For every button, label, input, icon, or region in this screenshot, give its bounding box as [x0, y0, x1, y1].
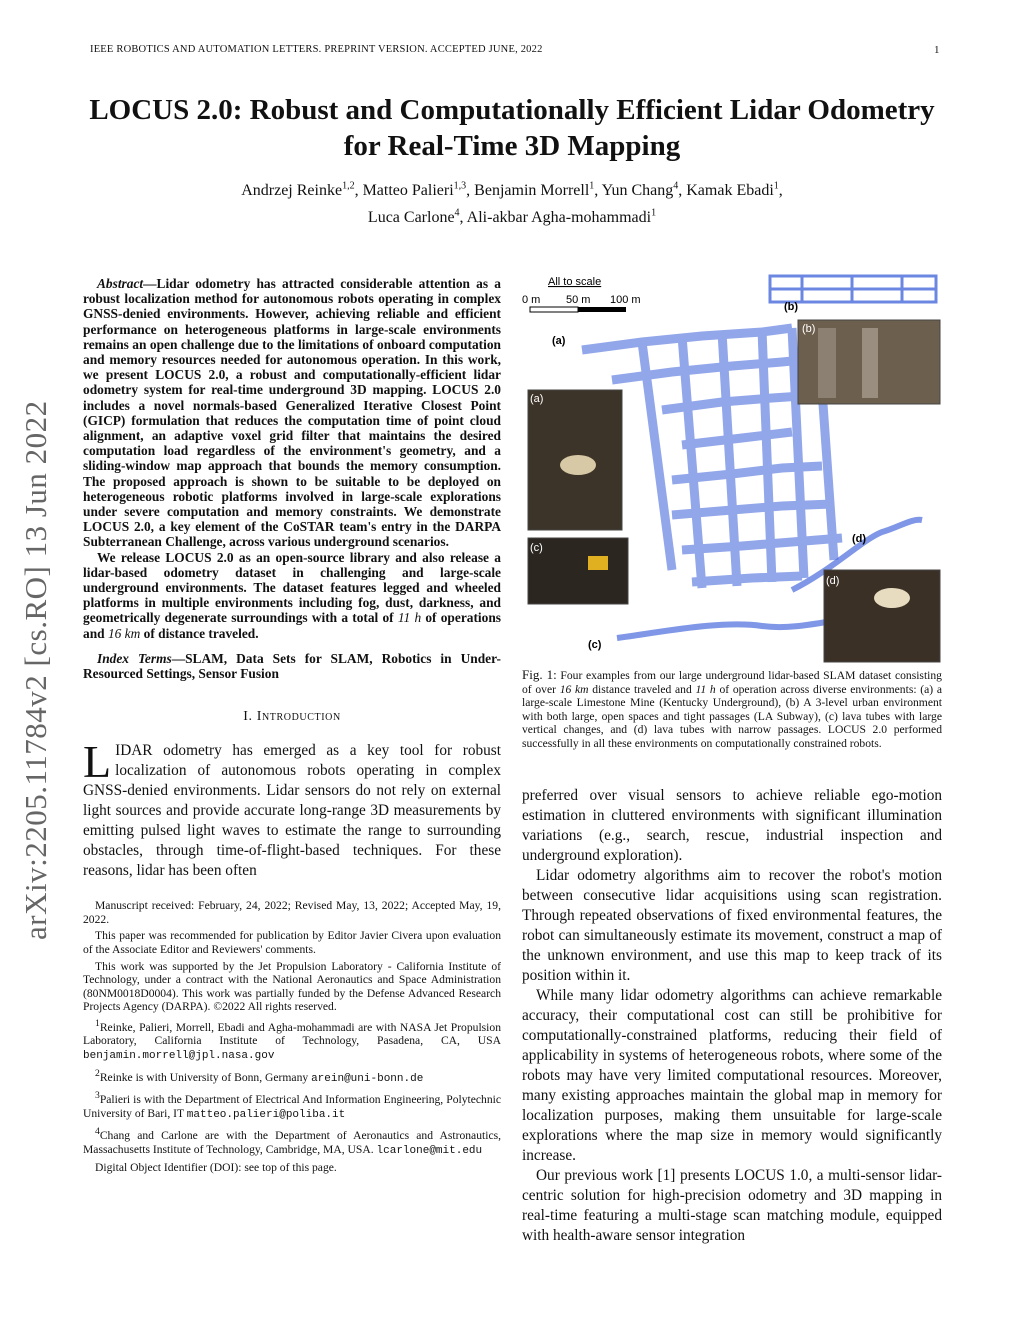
email-link[interactable]: lcarlone@mit.edu: [376, 1144, 483, 1157]
paper-title: [60, 92, 964, 164]
label-c-map: (c): [588, 639, 602, 651]
author: Matteo Palieri$^{1,3}$,: [362, 181, 475, 200]
scale-title: All to scale: [548, 276, 602, 288]
scale-bar-white: [530, 307, 578, 312]
scale-bar-black: [578, 307, 626, 312]
intro-paragraph-1: LIDAR odometry has emerged as a key tool for robust localization of autonomous robots operating in complex GNSS-denied environments. Lidar sensors do not rely on external light sources and provide accurate long-range 3D measurements by emitting pulsed light waves to estimate the range to surrounding obstacles, through time-of-flight-based techniques. For these reasons, lidar has been often: [83, 736, 501, 880]
right-column: [522, 786, 942, 1246]
footnote: $^3$Palieri is with the Department of Electrical And Information Engineering, Polytechnic University of Bari, IT matteo.palieri@poliba.it: [83, 1090, 501, 1121]
footnote: $^1$Reinke, Palieri, Morrell, Ebadi and Agha-mohammadi are with NASA Jet Propulsion Laboratory, California Institute of Technology, Pasadena, CA, USA benjamin.morrell@jpl.nasa.gov: [83, 1018, 501, 1063]
running-header: IEEE ROBOTICS AND AUTOMATION LETTERS. PREPRINT VERSION. ACCEPTED JUNE, 2022: [90, 44, 543, 55]
label-b-photo: (b): [802, 323, 816, 335]
label-d-photo: (d): [826, 575, 840, 587]
figure-1: [522, 270, 942, 665]
subway-map: [770, 276, 936, 302]
abstract-label: Abstract: [97, 276, 144, 291]
photo-c: [528, 538, 628, 604]
footnote: Manuscript received: February, 24, 2022; Revised May, 13, 2022; Accepted May, 19, 2022.: [83, 899, 501, 926]
footnote: This work was supported by the Jet Propulsion Laboratory - California Institute of Technology, under a contract with the National Aeronautics and Space Administration (80NM0018D0004). This work was partially funded by the Defense Advanced Research Projects Agency (DARPA). ©2022 All rights reserved.: [83, 959, 501, 1014]
author: Luca Carlone$^4$,: [367, 207, 467, 226]
intro-paragraph-1-continued: preferred over visual sensors to achieve reliable ego-motion estimation in cluttered environments with significant illumination variations (e.g., search, rescue, industrial inspection and underground exploration).: [522, 787, 942, 864]
label-b-map: (b): [784, 301, 799, 313]
photo-d: [824, 570, 940, 662]
scale-label-100: 100 m: [610, 294, 641, 306]
abstract: Abstract—Lidar odometry has attracted considerable attention as a robust localization method for autonomous robots operating in complex GNSS-denied environments. However, achieving reliable and efficient performance on heterogeneous platforms in large-scale environments remains an open challenge due to the limitations of onboard computation and memory resources needed for autonomous operation. In this work, we present LOCUS 2.0, a robust and computationally-efficient lidar odometry system for real-time underground 3D mapping. LOCUS 2.0 includes a novel normals-based Generalized Iterative Closest Point (GICP) formulation that reduces the computation time of point cloud alignment, an adaptive voxel grid filter that maintains the desired computation load regardless of the environment's geometry, and a sliding-window map approach that bounds the memory consumption. The proposed approach is shown to be suitable to be deployed on heterogeneous robotic platforms involved in large-scale explorations under severe computation and memory constraints. We demonstrate LOCUS 2.0, a key element of the CoSTAR team's entry in the DARPA Subterranean Challenge, across various underground scenarios.: [83, 276, 501, 550]
title-line-1: LOCUS 2.0: Robust and Computationally Efficient Lidar Odometry: [89, 94, 935, 126]
author: Benjamin Morrell$^1$,: [474, 181, 602, 200]
intro-paragraph-4: Our previous work [1] presents LOCUS 1.0, a multi-sensor lidar-centric solution for high-precision odometry and 3D mapping in real-time featuring a multi-stage scan matching module, equipped with health-aware sensor integration: [522, 1167, 942, 1244]
label-a-map: (a): [552, 335, 566, 347]
author: Andrzej Reinke$^{1,2}$,: [241, 181, 363, 200]
photo-a-light: [560, 455, 596, 475]
index-terms: Index Terms—SLAM, Data Sets for SLAM, Robotics in Under-Resourced Settings, Sensor Fusion: [83, 650, 501, 682]
title-line-2: for Real-Time 3D Mapping: [343, 130, 681, 162]
author: Yun Chang$^4$,: [601, 181, 687, 200]
footnote: This paper was recommended for publication by Editor Javier Civera upon evaluation of the Associate Editor and Reviewers' comments.: [83, 929, 501, 957]
author-list: [120, 176, 904, 229]
left-column: [83, 276, 501, 1178]
section-heading: I. Introduction: [243, 709, 341, 725]
footnote: $^2$Reinke is with University of Bonn, Germany arein@uni-bonn.de: [95, 1067, 424, 1085]
intro-paragraph-2: Lidar odometry algorithms aim to recover the robot's motion between consecutive lidar acquisitions using scan registration. Through repeated observations of fixed environmental features, the robot can simultaneously estimate its movement, construct a map of the unknown environment, and use this map to keep track of its position within it.: [522, 867, 942, 984]
photo-b-pillar: [818, 328, 836, 398]
drop-cap: L: [83, 736, 112, 788]
intro-paragraph-3: While many lidar odometry algorithms can achieve remarkable accuracy, their computational cost can still be prohibitive for computationally-constrained platforms, reducing their field of applicability in systems of heterogeneous robots, where some of the robots may have very limited computational resources. Moreover, many existing approaches maintain the global map in memory for localization purposes, making them unsuitable for large-scale explorations where the map size in memory would significantly increase.: [522, 987, 942, 1164]
arxiv-stamp: arXiv:2205.11784v2 [cs.RO] 13 Jun 2022: [18, 400, 53, 940]
email-link[interactable]: arein@uni-bonn.de: [311, 1072, 424, 1085]
author: Ali-akbar Agha-mohammadi$^1$: [466, 207, 657, 226]
label-d-map: (d): [852, 533, 867, 545]
footnote: $^4$Chang and Carlone are with the Department of Aeronautics and Astronautics, Massachusetts Institute of Technology, Cambridge, MA, USA. lcarlone@mit.edu: [83, 1126, 501, 1157]
scale-label-0: 0 m: [522, 294, 541, 306]
figure-1-graphic: [522, 270, 942, 665]
email-link[interactable]: matteo.palieri@poliba.it: [186, 1108, 346, 1121]
email-link[interactable]: benjamin.morrell@jpl.nasa.gov: [83, 1050, 275, 1063]
label-a-photo: (a): [530, 393, 544, 405]
footnote: Digital Object Identifier (DOI): see top of this page.: [95, 1161, 337, 1175]
photo-c-robot: [588, 556, 608, 570]
footnotes: [83, 899, 501, 1175]
page-number: 1: [934, 44, 940, 56]
author: Kamak Ebadi$^1$,: [686, 181, 783, 200]
abstract-paragraph-2: We release LOCUS 2.0 as an open-source library and also release a lidar-based odometry dataset in challenging and large-scale underground environments. The dataset features legged and wheeled platforms in multiple environments including fog, dust, darkness, and geometrically degenerate surroundings with a total of 11 h of operations and 16 km of distance traveled.: [83, 549, 501, 641]
lava-tube-c: [617, 618, 852, 638]
figure-caption: Fig. 1: Four examples from our large underground lidar-based SLAM dataset consisting of over 16 km distance traveled and 11 h of operation across diverse environments: (a) a large-scale Limestone Mine (Kentucky Underground), (b) A 3-level urban environment with both large, open spaces and tight passages (LA Subway), (c) lava tubes with large vertical changes, and (d) lava tubes with narrow passages. LOCUS 2.0 performed successfully in all these environments on computationally constrained robots.: [522, 667, 942, 750]
scale-label-50: 50 m: [566, 294, 591, 306]
photo-d-light: [874, 588, 910, 608]
label-c-photo: (c): [530, 542, 543, 554]
photo-b-pillar: [862, 328, 878, 398]
